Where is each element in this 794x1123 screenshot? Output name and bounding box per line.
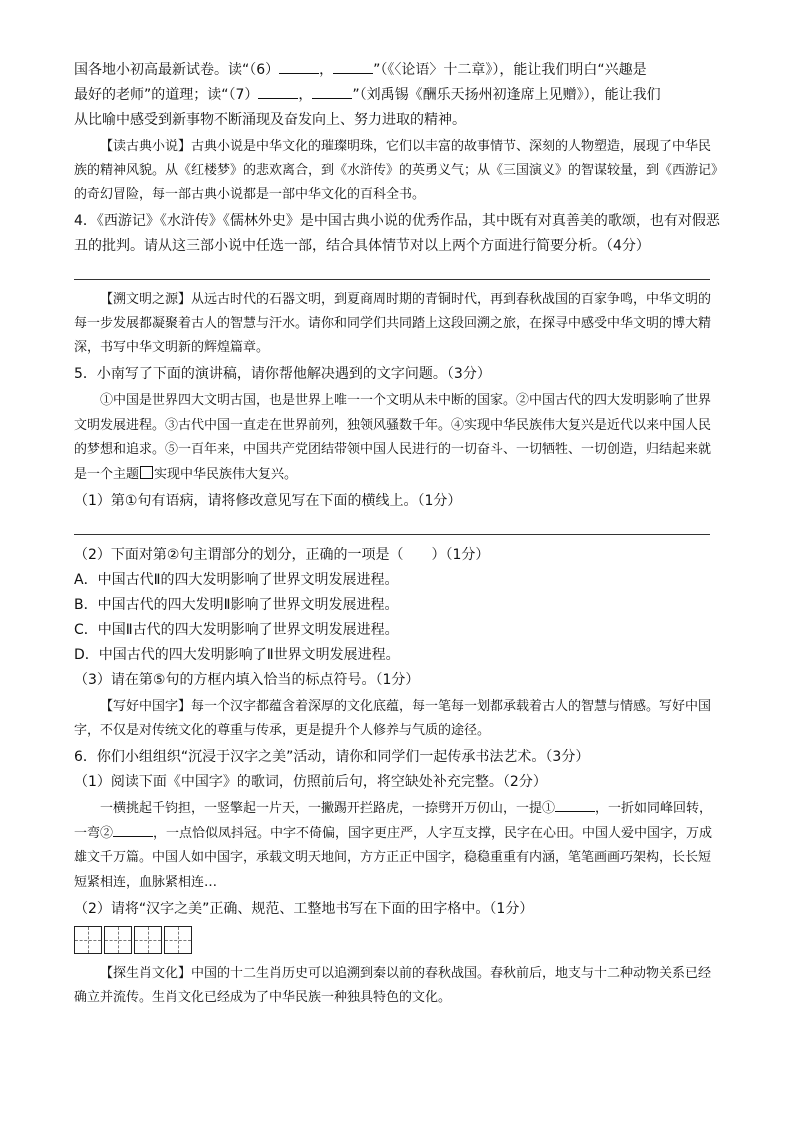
answer-line-q4[interactable]: [74, 259, 710, 280]
poem-fill-line-1: 国各地小初高最新试卷。读“（6） ， ”（《〈论语〉十二章》），能让我们明白“兴趣是: [74, 58, 720, 83]
answer-blank-7b[interactable]: [312, 84, 352, 99]
option-d[interactable]: D．中国古代的四大发明影响了Ⅱ世界文明发展进程。: [74, 647, 400, 663]
question-6-1: （1）阅读下面《中国字》的歌词，仿照前后句，将空缺处补充完整。（2分）: [74, 774, 547, 790]
answer-line-q5-1[interactable]: [74, 514, 710, 535]
question-6-2: （2）请将“汉字之美”正确、规范、工整地书写在下面的田字格中。（1分）: [74, 901, 534, 917]
question-5-2: （2）下面对第②句主谓部分的划分，正确的一项是（ ）（1分）: [74, 547, 490, 563]
tianzige-cell[interactable]: [104, 926, 132, 954]
punctuation-box[interactable]: [140, 466, 153, 479]
option-c[interactable]: C．中国Ⅱ古代的四大发明影响了世界文明发展进程。: [74, 622, 399, 638]
tianzige-cell[interactable]: [164, 926, 192, 954]
question-5-1: （1）第①句有语病，请将修改意见写在下面的横线上。（1分）: [74, 493, 462, 509]
speech-passage: ①中国是世界四大文明古国，也是世界上唯一一个文明从未中断的国家。②中国古代的四大发明影响了世界文明发展进程。③古代中国一直走在世界前列，独领风骚数千年。④实现中华民族伟大复兴是近代以来中国人民的梦想和追求。⑤一百年来，中国共产党团结带领中国人民进行的一切奋斗、一切牺牲、一切创造，归结起来就是一个主题 实现中华民族伟大复兴。: [74, 393, 712, 482]
poem-fill-line-2: 最好的老师”的道理；读“（7） ， ”（刘禹锡《酬乐天扬州初逢席上见赠》），能让我们: [74, 83, 720, 108]
poem-fill-line-3: 从比喻中感受到新事物不断涌现及奋发向上、努力进取的精神。: [74, 112, 466, 128]
tianzige-grid: [74, 926, 720, 954]
intro-classic-novels: 【读古典小说】古典小说是中华文化的璀璨明珠，它们以丰富的故事情节、深刻的人物塑造，展现了中华民族的精神风貌。从《红楼梦》的悲欢离合，到《水浒传》的英勇义气；从《三国演义》的智谋较量，到《西游记》的奇幻冒险，每一部古典小说都是一部中华文化的百科全书。: [74, 139, 718, 202]
line-text: 国各地小初高最新试卷。读“（6）: [74, 62, 280, 78]
option-a[interactable]: A．中国古代Ⅱ的四大发明影响了世界文明发展进程。: [74, 572, 399, 588]
intro-zodiac: 【探生肖文化】中国的十二生肖历史可以追溯到秦以前的春秋战国。春秋前后，地支与十二种动物关系已经确立并流传。生肖文化已经成为了中华民族一种独具特色的文化。: [74, 966, 712, 1005]
tianzige-cell[interactable]: [134, 926, 162, 954]
lyrics-passage: 一横挑起千钧担，一竖擎起一片天，一撇踢开拦路虎，一捺劈开万仞山，一提① ，一折如同峰回转，一弯② ，一点恰似凤抖冠。中字不倚偏，国字更庄严，人字互支撑，民字在心田。中国人爱中国字，万成雄文千万篇。中国人如中国字，承载文明天地间，方方正正中国字，稳稳重重有内涵，笔笔画画巧架构，长长短短紧相连，血脉紧相连…: [74, 797, 720, 895]
answer-blank-lyric-2[interactable]: [113, 822, 153, 837]
intro-civilization: 【溯文明之源】从远古时代的石器文明，到夏商周时期的青铜时代，再到春秋战国的百家争鸣，中华文明的每一步发展都凝聚着古人的智慧与汗水。请你和同学们共同踏上这段回溯之旅，在探寻中感受中华文明的博大精深，书写中华文明新的辉煌篇章。: [74, 292, 712, 355]
answer-blank-lyric-1[interactable]: [555, 797, 595, 812]
intro-chinese-characters: 【写好中国字】每一个汉字都蕴含着深厚的文化底蕴，每一笔每一划都承载着古人的智慧与情感。写好中国字，不仅是对传统文化的尊重与传承，更是提升个人修养与气质的途径。: [74, 699, 712, 738]
question-5: 5．小南写了下面的演讲稿，请你帮他解决遇到的文字问题。（3分）: [74, 366, 491, 382]
option-b[interactable]: B．中国古代的四大发明Ⅱ影响了世界文明发展进程。: [74, 597, 399, 613]
answer-blank-7a[interactable]: [258, 84, 298, 99]
tianzige-cell[interactable]: [74, 926, 102, 954]
question-5-3: （3）请在第⑤句的方框内填入恰当的标点符号。（1分）: [74, 672, 420, 688]
answer-blank-6b[interactable]: [333, 59, 373, 74]
question-4: 4．《西游记》《水浒传》《儒林外史》是中国古典小说的优秀作品，其中既有对真善美的歌颂，也有对假恶丑的批判。请从这三部小说中任选一部，结合具体情节对以上两个方面进行简要分析。（4分）: [74, 213, 720, 254]
question-6: 6．你们小组组织“沉浸于汉字之美”活动，请你和同学们一起传承书法艺术。（3分）: [74, 749, 590, 765]
answer-blank-6a[interactable]: [279, 59, 319, 74]
